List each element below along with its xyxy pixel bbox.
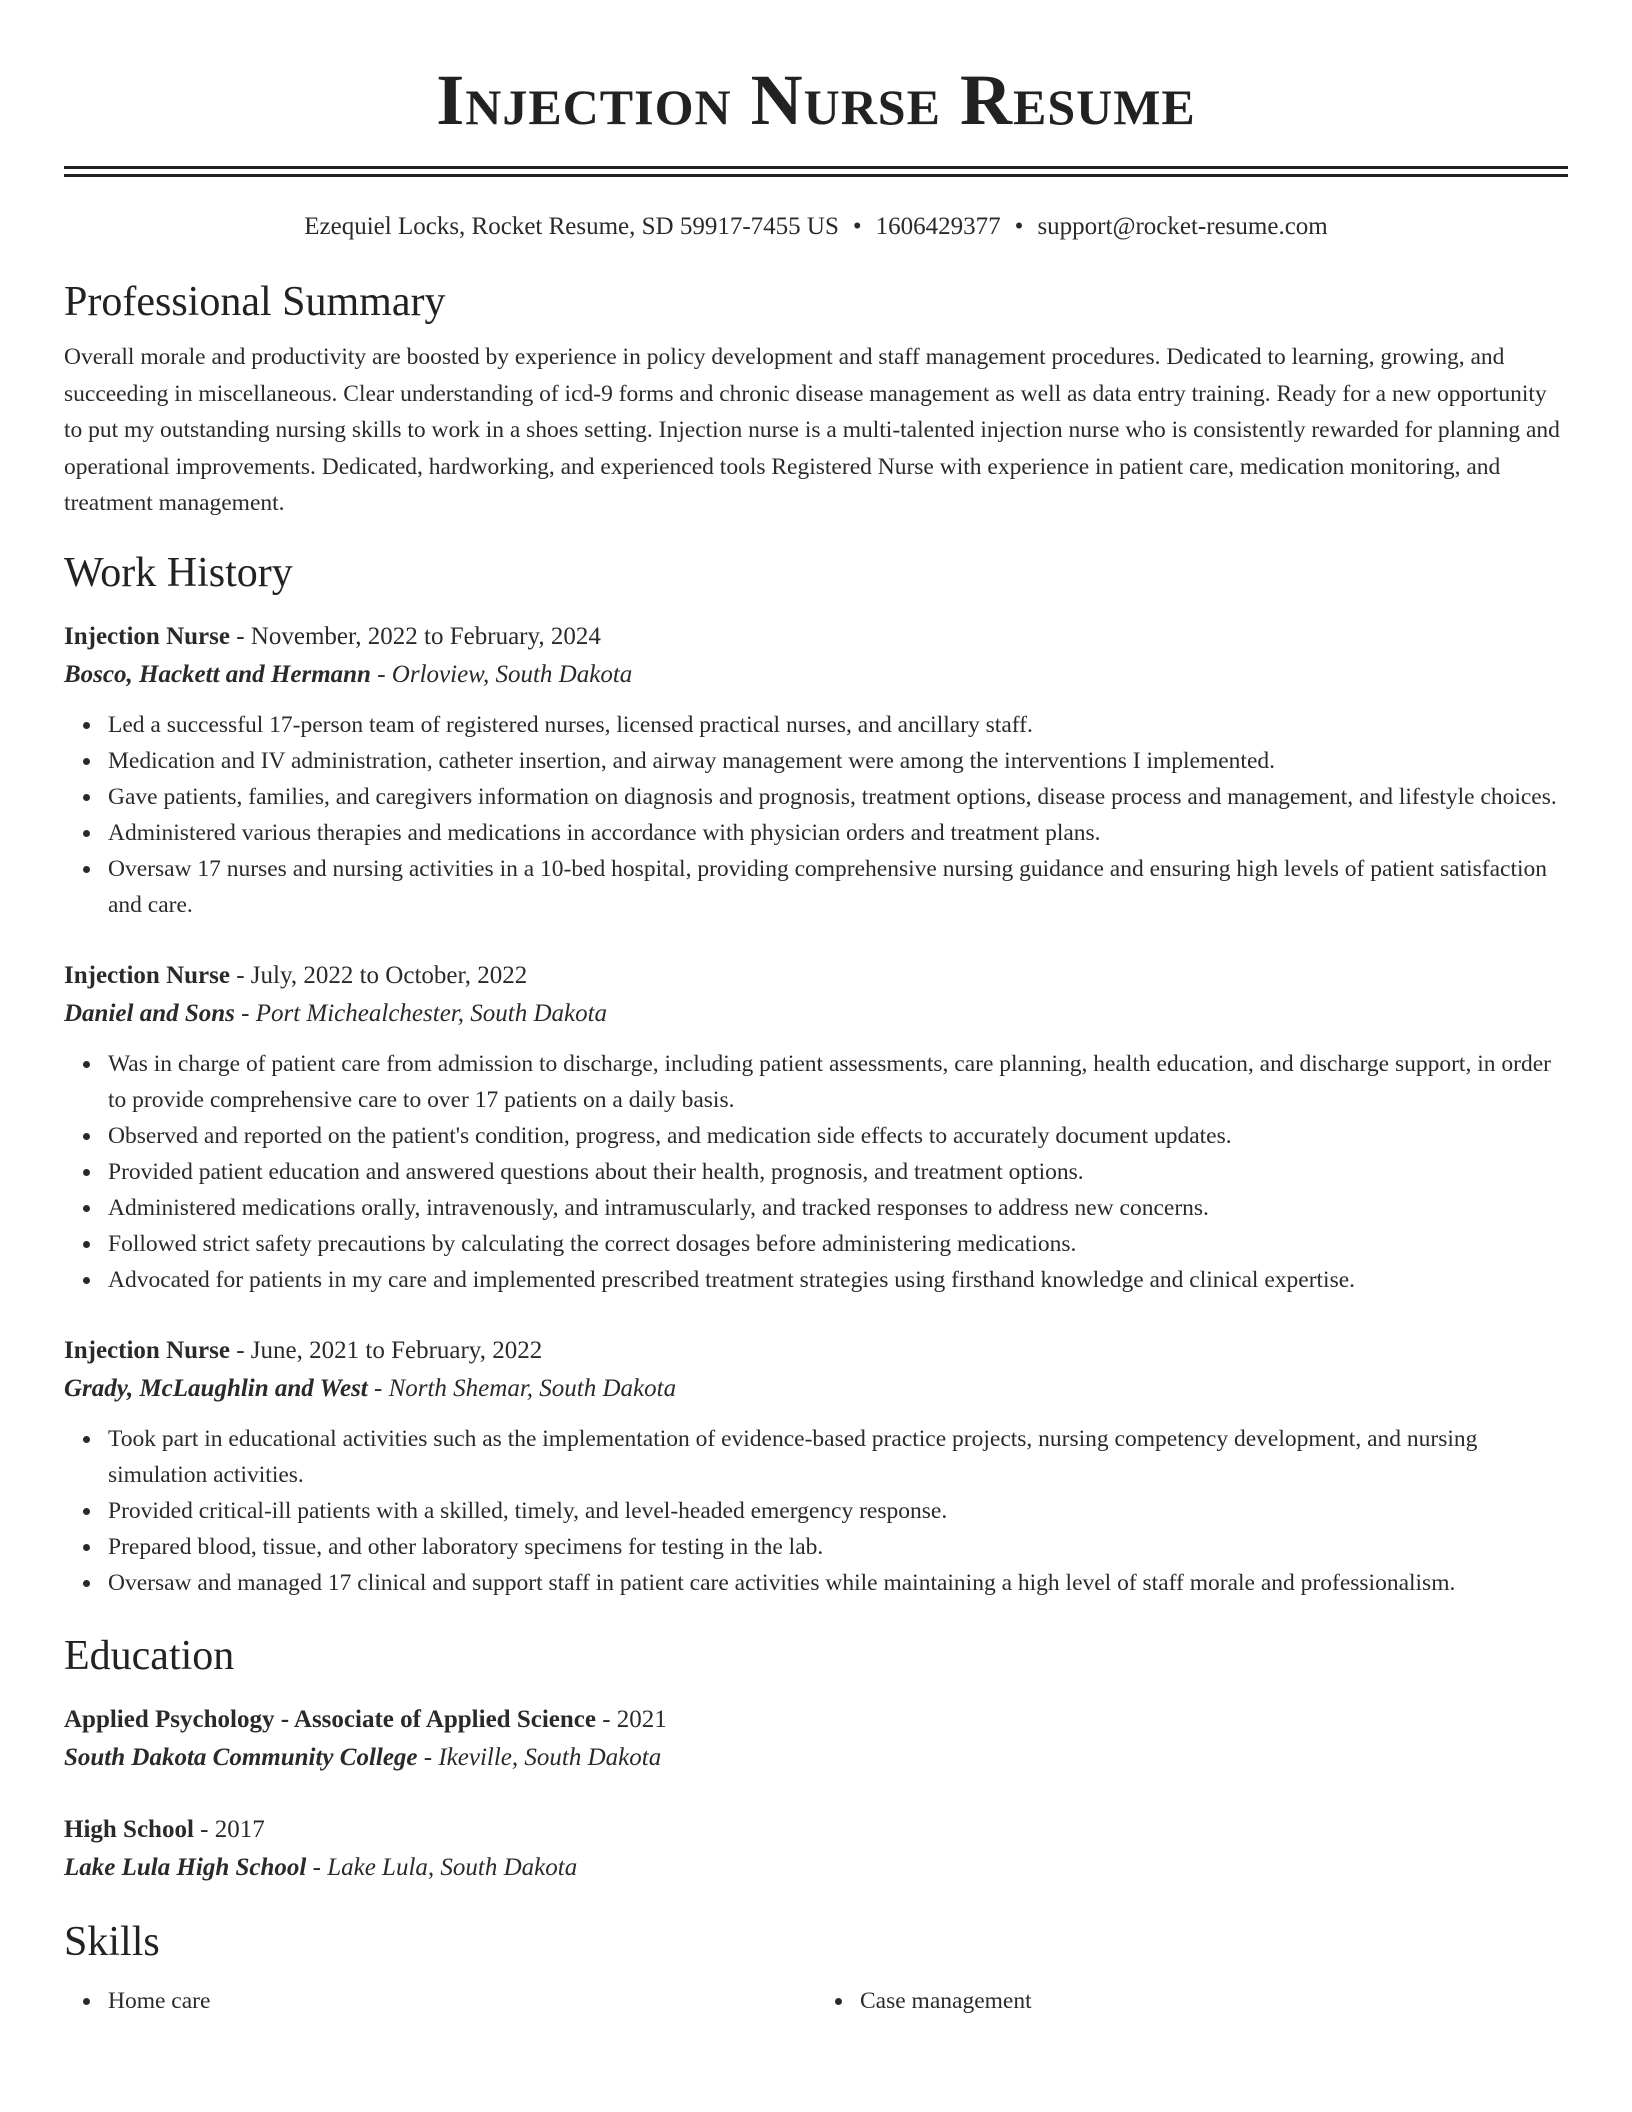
job-bullet: Oversaw 17 nurses and nursing activities in a 10-bed hospital, providing comprehensive nursing guidance and ensuring high levels of patient satisfaction and care. — [108, 851, 1568, 923]
job-title-line — [64, 957, 1568, 995]
job-org-line — [64, 656, 1568, 694]
job-title-line — [64, 618, 1568, 656]
education-degree-line — [64, 1701, 1568, 1739]
job-location: - Orloview, South Dakota — [370, 660, 633, 688]
education-degree-line — [64, 1811, 1568, 1849]
contact-line — [64, 211, 1568, 243]
job-bullet: Took part in educational activities such as the implementation of evidence-based practice projects, nursing competency development, and nursing simulation activities. — [108, 1421, 1568, 1493]
job-bullet: Advocated for patients in my care and implemented prescribed treatment strategies using firsthand knowledge and clinical expertise. — [108, 1262, 1568, 1298]
job-org-line — [64, 1370, 1568, 1408]
job-bullet: Gave patients, families, and caregivers information on diagnosis and prognosis, treatment options, disease process and management, and lifestyle choices. — [108, 779, 1568, 815]
job-bullet: Oversaw and managed 17 clinical and support staff in patient care activities while maintaining a high level of staff morale and professionalism. — [108, 1565, 1568, 1601]
job-company: Bosco, Hackett and Hermann — [64, 660, 371, 688]
skills-list-left — [64, 1983, 816, 2019]
resume-title: Injection Nurse Resume — [436, 60, 1196, 140]
education-location: - Lake Lula, South Dakota — [306, 1853, 578, 1881]
job-bullet: Prepared blood, tissue, and other laboratory specimens for testing in the lab. — [108, 1529, 1568, 1565]
job-bullets — [64, 1421, 1568, 1601]
education-heading: Education — [64, 1632, 235, 1679]
contact-address: Ezequiel Locks, Rocket Resume, SD 59917-7455 US — [304, 213, 839, 240]
education-school: Lake Lula High School — [64, 1853, 307, 1881]
education-degree: Applied Psychology - Associate of Applied Science — [64, 1705, 596, 1733]
title-double-rule — [64, 166, 1568, 177]
job-bullet: Provided critical-ill patients with a skilled, timely, and level-headed emergency response. — [108, 1493, 1568, 1529]
job-bullet: Administered various therapies and medications in accordance with physician orders and treatment plans. — [108, 815, 1568, 851]
job-bullet: Was in charge of patient care from admission to discharge, including patient assessments, care planning, health education, and discharge support, in order to provide comprehensive care to over 17 patients on a daily basis. — [108, 1046, 1568, 1118]
job-bullets — [64, 1046, 1568, 1298]
job-bullet: Provided patient education and answered questions about their health, prognosis, and treatment options. — [108, 1154, 1568, 1190]
job-title-line — [64, 1332, 1568, 1370]
education-year: - 2017 — [193, 1815, 265, 1843]
job-bullets — [64, 707, 1568, 923]
job-company: Grady, McLaughlin and West — [64, 1374, 368, 1402]
job-role: Injection Nurse — [64, 961, 230, 989]
job-role: Injection Nurse — [64, 1336, 230, 1364]
job-location: - North Shemar, South Dakota — [367, 1374, 677, 1402]
job-role: Injection Nurse — [64, 622, 230, 650]
job-dates: - June, 2021 to February, 2022 — [229, 1336, 543, 1364]
job-dates: - July, 2022 to October, 2022 — [229, 961, 528, 989]
skill-item: Home care — [108, 1983, 816, 2019]
job-bullet: Observed and reported on the patient's condition, progress, and medication side effects to accurately document updates. — [108, 1118, 1568, 1154]
job-bullet: Medication and IV administration, catheter insertion, and airway management were among the interventions I implemented. — [108, 743, 1568, 779]
education-location: - Ikeville, South Dakota — [417, 1743, 662, 1771]
job-entry — [64, 957, 1568, 1298]
job-bullet: Followed strict safety precautions by calculating the correct dosages before administering medications. — [108, 1226, 1568, 1262]
job-company: Daniel and Sons — [64, 999, 235, 1027]
education-degree: High School — [64, 1815, 194, 1843]
job-entry — [64, 1332, 1568, 1601]
education-entry — [64, 1701, 1568, 1777]
job-dates: - November, 2022 to February, 2024 — [229, 622, 601, 650]
summary-heading: Professional Summary — [64, 279, 446, 325]
job-bullet: Led a successful 17-person team of registered nurses, licensed practical nurses, and ancillary staff. — [108, 707, 1568, 743]
contact-separator: • — [1014, 213, 1024, 240]
skills-list-right — [816, 1983, 1568, 2019]
education-year: - 2021 — [595, 1705, 667, 1733]
contact-email: support@rocket-resume.com — [1037, 213, 1328, 240]
skills-heading: Skills — [64, 1918, 160, 1965]
work-history-heading: Work History — [64, 549, 293, 596]
summary-text: Overall morale and productivity are boosted by experience in policy development and staff management procedures. Dedicated to learning, growing, and succeeding in miscellaneous. Clear understanding of icd-9 forms and chronic disease management as well as data entry training. Ready for a new opportunity to put my outstanding nursing skills to work in a shoes setting. Injection nurse is a multi-talented injection nurse who is consistently rewarded for planning and operational improvements. Dedicated, hardworking, and experienced tools Registered Nurse with experience in patient care, medication monitoring, and treatment management. — [64, 344, 1560, 516]
education-school-line — [64, 1849, 1568, 1887]
education-school: South Dakota Community College — [64, 1743, 418, 1771]
job-org-line — [64, 995, 1568, 1033]
contact-separator: • — [852, 213, 862, 240]
education-school-line — [64, 1739, 1568, 1777]
job-entry — [64, 618, 1568, 923]
contact-phone: 1606429377 — [875, 213, 1001, 240]
education-entry — [64, 1811, 1568, 1887]
skill-item: Case management — [860, 1983, 1568, 2019]
job-location: - Port Michealchester, South Dakota — [234, 999, 608, 1027]
skills-grid — [64, 1983, 1568, 2019]
job-bullet: Administered medications orally, intravenously, and intramuscularly, and tracked responses to address new concerns. — [108, 1190, 1568, 1226]
